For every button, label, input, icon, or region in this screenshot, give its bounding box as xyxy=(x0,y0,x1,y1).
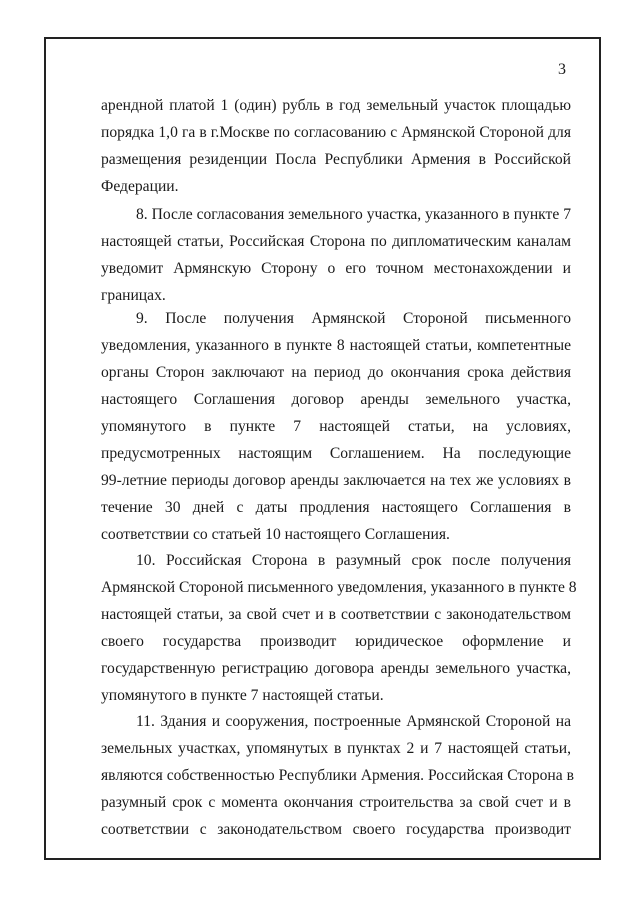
text-line: 11. Здания и сооружения, построенные Армянской Стороной на xyxy=(136,713,571,730)
text-line: размещения резиденции Посла Республики Армения в Российской xyxy=(101,151,571,168)
page-number: 3 xyxy=(558,61,566,78)
text-line: соответствии с законодательством своего государства производит xyxy=(101,821,571,838)
text-line: предусмотренных настоящим Соглашением. На последующие xyxy=(101,445,571,462)
text-line: арендной платой 1 (один) рубль в год земельный участок площадью xyxy=(101,97,571,114)
text-line: настоящего Соглашения договор аренды земельного участка, xyxy=(101,391,571,408)
text-line: настоящей статьи, Российская Сторона по дипломатическим каналам xyxy=(101,233,571,250)
text-line: настоящей статьи, за свой счет и в соответствии с законодательством xyxy=(101,606,571,623)
text-line: государственную регистрацию договора аренды земельного участка, xyxy=(101,660,571,677)
text-line: разумный срок с момента окончания строительства за свой счет и в xyxy=(101,794,571,811)
text-line: границах. xyxy=(101,287,166,304)
text-line: 9. После получения Армянской Стороной письменного xyxy=(136,310,571,327)
text-line: течение 30 дней с даты продления настоящего Соглашения в xyxy=(101,499,571,516)
text-line: Армянской Стороной письменного уведомления, указанного в пункте 8 xyxy=(101,579,577,596)
text-line: своего государства производит юридическое оформление и xyxy=(101,633,571,650)
text-line: органы Сторон заключают на период до окончания срока действия xyxy=(101,364,571,381)
text-line: 8. После согласования земельного участка, указанного в пункте 7 xyxy=(136,206,571,223)
text-line: уведомит Армянскую Сторону о его точном местонахождении и xyxy=(101,260,571,277)
text-line: упомянутого в пункте 7 настоящей статьи. xyxy=(101,687,384,704)
text-line: 99-летние периоды договор аренды заключается на тех же условиях в xyxy=(101,472,571,489)
text-line: уведомления, указанного в пункте 8 настоящей статьи, компетентные xyxy=(101,337,571,354)
text-line: 10. Российская Сторона в разумный срок после получения xyxy=(136,552,571,569)
text-line: порядка 1,0 га в г.Москве по согласованию с Армянской Стороной для xyxy=(101,124,571,141)
text-line: Федерации. xyxy=(101,178,179,195)
text-line: упомянутого в пункте 7 настоящей статьи, на условиях, xyxy=(101,418,571,435)
text-line: земельных участках, упомянутых в пунктах 2 и 7 настоящей статьи, xyxy=(101,740,571,757)
text-line: соответствии со статьей 10 настоящего Соглашения. xyxy=(101,526,450,543)
text-line: являются собственностью Республики Армения. Российская Сторона в xyxy=(101,767,574,784)
